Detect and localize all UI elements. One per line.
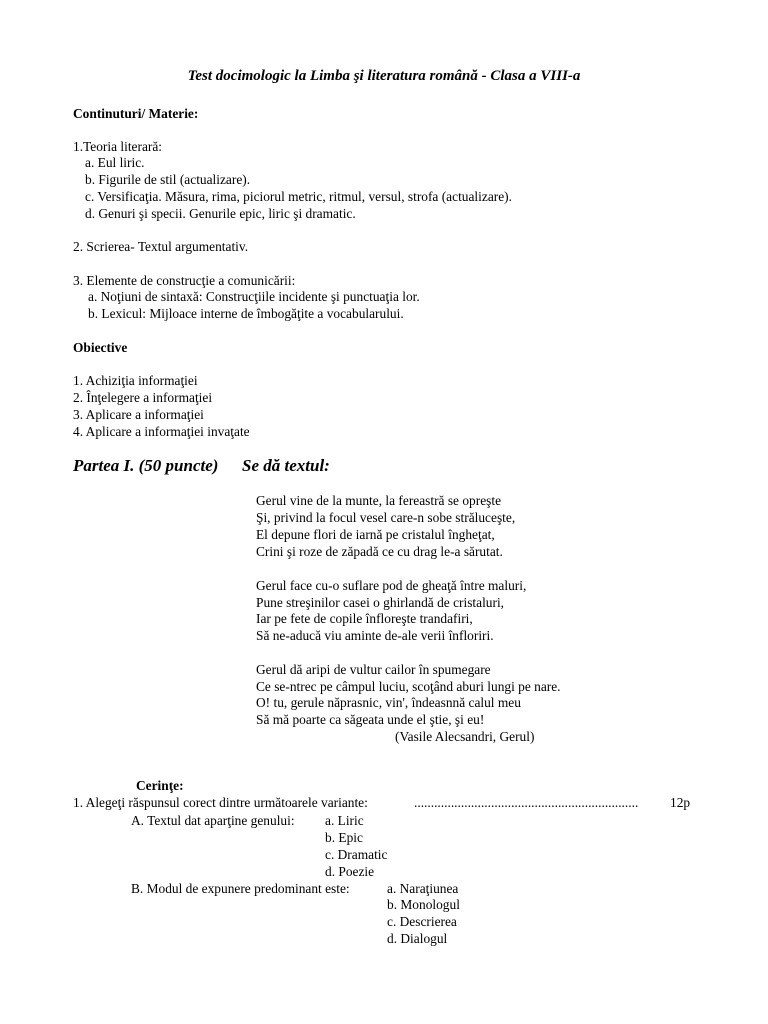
- objective-item: 3. Aplicare a informaţiei: [73, 407, 204, 422]
- section-1-item: c. Versificaţia. Măsura, rima, piciorul metric, ritmul, versul, strofa (actualizare).: [85, 189, 512, 204]
- question-1-points: 12p: [670, 795, 691, 810]
- section-1-item: d. Genuri şi specii. Genurile epic, liric şi dramatic.: [85, 206, 356, 221]
- question-1b-option: b. Monologul: [387, 897, 460, 912]
- poem-line: Iar pe fete de copile înfloreşte trandafiri,: [256, 611, 473, 626]
- poem-line: Gerul vine de la munte, la fereastră se opreşte: [256, 493, 502, 508]
- objective-item: 1. Achiziţia informaţiei: [73, 373, 198, 388]
- objective-item: 2. Înţelegere a informaţiei: [73, 390, 213, 405]
- question-1a-option: a. Liric: [325, 813, 364, 828]
- poem-line: Să mă poarte ca săgeata unde el ştie, şi eu!: [256, 712, 485, 727]
- section-1-item: b. Figurile de stil (actualizare).: [85, 172, 251, 187]
- section-1-item: a. Eul liric.: [85, 155, 145, 170]
- question-1a-option: c. Dramatic: [325, 847, 388, 862]
- section-3-item: b. Lexicul: Mijloace interne de îmbogăţite a vocabularului.: [88, 306, 404, 321]
- poem-line: O! tu, gerule năprasnic, vin', îndeasnnă calul meu: [256, 695, 521, 710]
- objective-item: 4. Aplicare a informaţiei invaţate: [73, 424, 250, 439]
- poem-line: Gerul face cu-o suflare pod de gheaţă între maluri,: [256, 578, 527, 593]
- question-1a-option: d. Poezie: [325, 864, 375, 879]
- question-1a-text: A. Textul dat aparţine genului:: [131, 813, 295, 828]
- question-1-text: 1. Alegeţi răspunsul corect dintre următoarele variante:: [73, 795, 368, 810]
- poem-line: Să ne-aducă viu aminte de-ale verii înfloriri.: [256, 628, 494, 643]
- question-1b-option: c. Descrierea: [387, 914, 457, 929]
- question-1b-text: B. Modul de expunere predominant este:: [131, 881, 350, 896]
- content-heading: Continuturi/ Materie:: [73, 106, 199, 121]
- section-3-title: 3. Elemente de construcţie a comunicării:: [73, 273, 296, 288]
- poem-line: El depune flori de iarnă pe cristalul îngheţat,: [256, 527, 495, 542]
- section-1-title: 1.Teoria literară:: [73, 139, 163, 154]
- question-1b-option: a. Naraţiunea: [387, 881, 459, 896]
- part-1-subtitle: Se dă textul:: [242, 456, 330, 475]
- poem-line: Şi, privind la focul vesel care-n sobe străluceşte,: [256, 510, 516, 525]
- objectives-heading: Obiective: [73, 340, 128, 355]
- section-2: 2. Scrierea- Textul argumentativ.: [73, 239, 249, 254]
- poem-line: Pune streşinilor casei o ghirlandă de cristaluri,: [256, 595, 505, 610]
- question-1a-option: b. Epic: [325, 830, 363, 845]
- poem-line: Crini şi roze de zăpadă ce cu drag le-a sărutat.: [256, 544, 503, 559]
- section-3-item: a. Noţiuni de sintaxă: Construcţiile incidente şi punctuaţia lor.: [88, 289, 420, 304]
- question-1b-option: d. Dialogul: [387, 931, 448, 946]
- requirements-heading: Cerinţe:: [136, 778, 184, 793]
- part-1-title: Partea I. (50 puncte): [73, 456, 219, 475]
- question-1-dots: ...................................................................: [414, 795, 639, 810]
- poem-line: Gerul dă aripi de vultur cailor în spumegare: [256, 662, 491, 677]
- poem-line: Ce se-ntrec pe câmpul luciu, scoţând aburi lungi pe nare.: [256, 679, 561, 694]
- document-title: Test docimologic la Limba şi literatura română - Clasa a VIII-a: [187, 68, 581, 84]
- poem-attribution: (Vasile Alecsandri, Gerul): [395, 729, 535, 744]
